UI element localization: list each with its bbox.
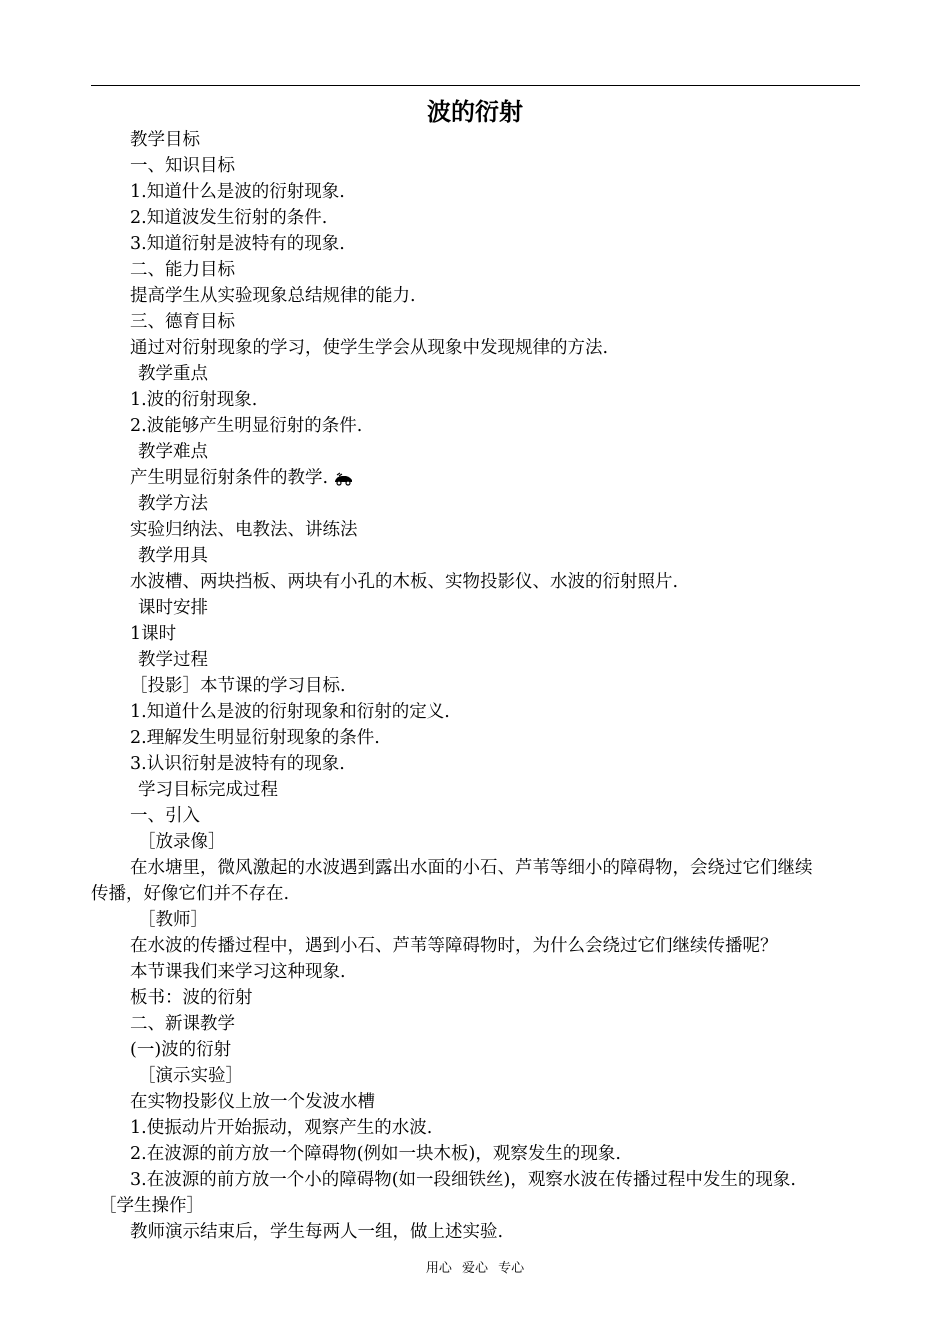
text-line: 教师演示结束后，学生每两人一组，做上述实验. bbox=[130, 1222, 504, 1242]
text-line: ［教师］ bbox=[138, 910, 208, 930]
text-line: 1课时 bbox=[130, 624, 177, 644]
text-line: (一)波的衍射 bbox=[130, 1040, 232, 1060]
text-line: 1.知道什么是波的衍射现象. bbox=[130, 182, 345, 202]
text-line: 3.知道衍射是波特有的现象. bbox=[130, 234, 345, 254]
text-line: 2.波能够产生明显衍射的条件. bbox=[130, 416, 363, 436]
text-line: 本节课我们来学习这种现象. bbox=[130, 962, 346, 982]
text-line: 二、能力目标 bbox=[130, 260, 235, 280]
text-line: 三、德育目标 bbox=[130, 312, 235, 332]
section-heading: 学习目标完成过程 bbox=[138, 780, 278, 800]
section-heading: 课时安排 bbox=[138, 598, 208, 618]
text-line: 二、新课教学 bbox=[130, 1014, 235, 1034]
text-line: 提高学生从实验现象总结规律的能力. bbox=[130, 286, 416, 306]
text-line: 3.认识衍射是波特有的现象. bbox=[130, 754, 345, 774]
text-line: 一、知识目标 bbox=[130, 156, 235, 176]
text-line: 传播，好像它们并不存在. bbox=[91, 884, 290, 904]
text-line: 一、引入 bbox=[130, 806, 200, 826]
section-heading: 教学重点 bbox=[138, 364, 208, 384]
text-line: 1.知道什么是波的衍射现象和衍射的定义. bbox=[130, 702, 450, 722]
section-heading: 教学方法 bbox=[138, 494, 208, 514]
text-line: ［放录像］ bbox=[138, 832, 226, 852]
text-line: 2.理解发生明显衍射现象的条件. bbox=[130, 728, 380, 748]
text-line: 1.使振动片开始振动，观察产生的水波. bbox=[130, 1118, 433, 1138]
text-line: 实验归纳法、电教法、讲练法 bbox=[130, 520, 358, 540]
text-line: 2.在波源的前方放一个障碍物(例如一块木板)，观察发生的现象. bbox=[130, 1144, 621, 1164]
page-title: 波的衍射 bbox=[427, 98, 523, 126]
text-line bbox=[91, 465, 866, 491]
text-line: ［演示实验］ bbox=[138, 1066, 243, 1086]
text-line: 在水塘里，微风激起的水波遇到露出水面的小石、芦苇等细小的障碍物，会绕过它们继续 bbox=[130, 858, 813, 878]
text-line: 板书：波的衍射 bbox=[130, 988, 253, 1008]
text-line: ［投影］本节课的学习目标. bbox=[130, 676, 346, 696]
text-line-content: 产生明显衍射条件的教学. bbox=[130, 468, 329, 488]
document-body bbox=[91, 127, 866, 1245]
section-heading: 教学过程 bbox=[138, 650, 208, 670]
text-line: 教学目标 bbox=[130, 130, 200, 150]
page-footer: 用心 爱心 专心 bbox=[425, 1261, 525, 1276]
text-line: 通过对衍射现象的学习，使学生学会从现象中发现规律的方法. bbox=[130, 338, 609, 358]
text-line: 在水波的传播过程中，遇到小石、芦苇等障碍物时，为什么会绕过它们继续传播呢？ bbox=[130, 936, 778, 956]
text-line: 3.在波源的前方放一个小的障碍物(如一段细铁丝)，观察水波在传播过程中发生的现象. bbox=[130, 1170, 796, 1190]
text-line: 1.波的衍射现象. bbox=[130, 390, 258, 410]
text-line: 在实物投影仪上放一个发波水槽 bbox=[130, 1092, 375, 1112]
text-line: 2.知道波发生衍射的条件. bbox=[130, 208, 328, 228]
section-heading: 教学难点 bbox=[138, 442, 208, 462]
section-heading: 教学用具 bbox=[138, 546, 208, 566]
text-line: ［学生操作］ bbox=[99, 1196, 204, 1216]
header-rule bbox=[91, 85, 860, 86]
car-icon bbox=[334, 472, 354, 486]
text-line: 水波槽、两块挡板、两块有小孔的木板、实物投影仪、水波的衍射照片. bbox=[130, 572, 679, 592]
